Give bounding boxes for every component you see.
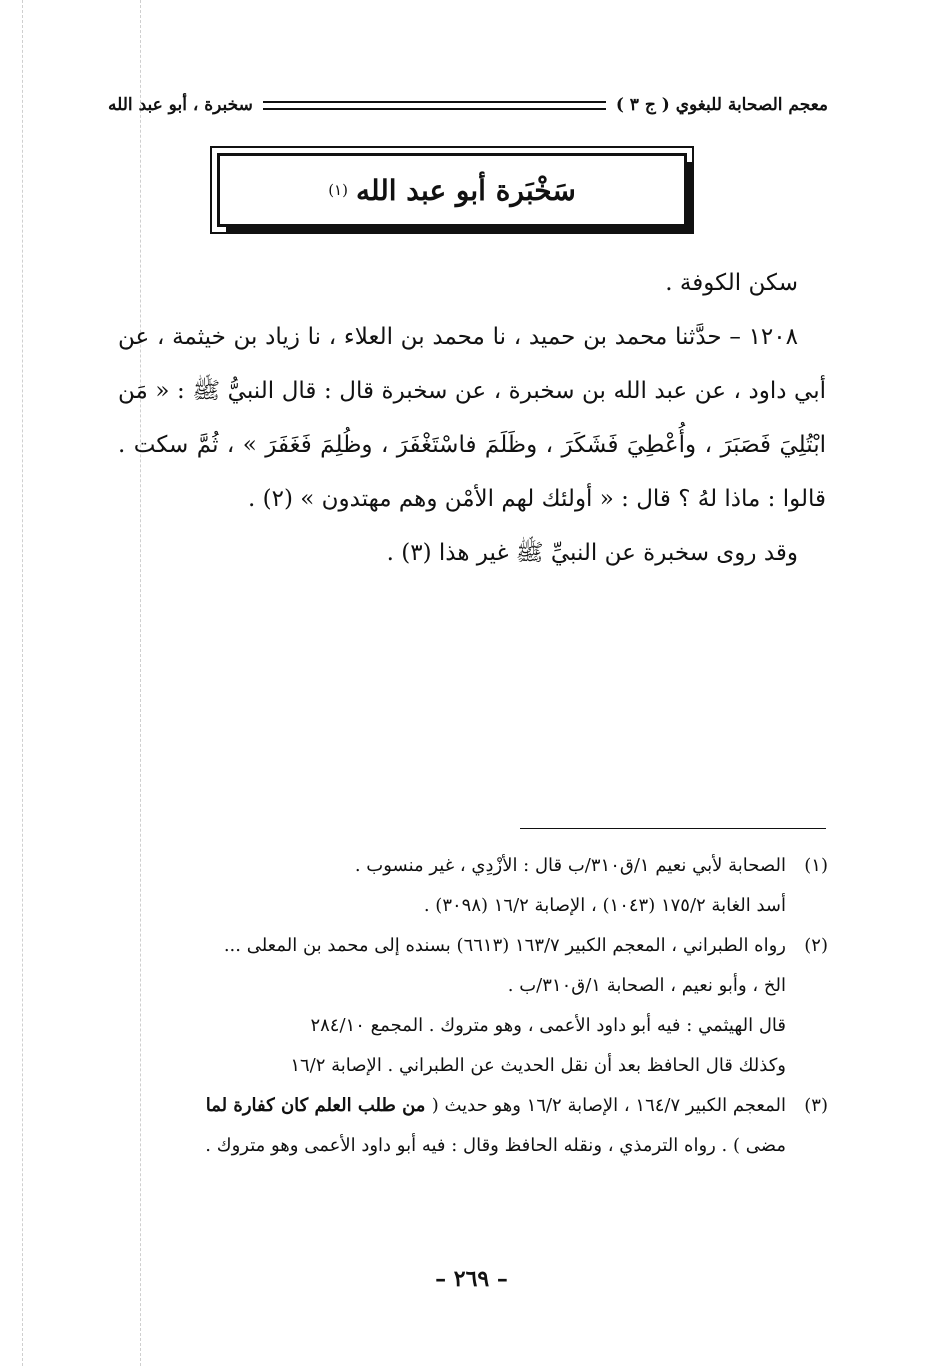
entry-closing: وقد روى سخبرة عن النبيِّ ﷺ غير هذا (٣) .: [386, 540, 798, 566]
footnote: [108, 1086, 828, 1166]
footnote-number: (١): [804, 855, 828, 876]
header-section-title: سخبرة ، أبو عبد الله: [108, 95, 253, 115]
page-number: – ٢٦٩ –: [435, 1266, 508, 1292]
footnote-line: الصحابة لأبي نعيم ١/ق٣١٠/ب قال : الأزْدِي ، غير منسوب .: [354, 855, 786, 876]
footnote-line: [108, 1086, 786, 1126]
header-rule: [263, 101, 606, 110]
footnote-line: رواه الطبراني ، المعجم الكبير ١٦٣/٧ (٦٦١٣) بسنده إلى محمد بن المعلى ...: [223, 935, 786, 956]
footnote-line: قال الهيثمي : فيه أبو داود الأعمى ، وهو متروك . المجمع ٢٨٤/١٠: [310, 1015, 786, 1036]
hadith-text: ١٢٠٨ – حدَّثنا محمد بن حميد ، نا محمد بن العلاء ، نا زياد بن خيثمة ، عن أبي داود ، عن عبد الله بن سخبرة ، عن سخبرة قال : قال النبيُّ ﷺ : « مَن ابْتُلِيَ فَصَبَرَ ، وأُعْطِيَ فَشَكَرَ ، وظَلَمَ فاسْتَغْفَرَ ، وظُلِمَ فَغَفَرَ » ، ثُمَّ سكت . قالوا : ماذا لهُ ؟ قال : « أولئك لهم الأمْن وهم مهتدون » (٢) .: [118, 324, 826, 512]
entry-body: [118, 256, 826, 580]
footnote-text: المعجم الكبير ١٦٤/٧ ، الإصابة ١٦/٢ وهو حديث (: [431, 1095, 786, 1116]
entry-intro: سكن الكوفة .: [665, 270, 798, 296]
footnote: [108, 926, 828, 1086]
header-book-title: معجم الصحابة للبغوي ( ج ٣ ): [615, 95, 828, 115]
scan-margin-line: [22, 0, 23, 1366]
footnote-number: (٣): [804, 1095, 828, 1116]
entry-title-box: [210, 146, 694, 234]
footnote-line: وكذلك قال الحافظ بعد أن نقل الحديث عن الطبراني . الإصابة ١٦/٢: [290, 1055, 786, 1076]
footnote-line: الخ ، وأبو نعيم ، الصحابة ١/ق٣١٠/ب .: [507, 975, 786, 996]
footnote-separator: [520, 828, 826, 829]
entry-title-frame: [217, 153, 687, 227]
footnote-line: مضى ) . رواه الترمذي ، ونقله الحافظ وقال : فيه أبو داود الأعمى وهو متروك .: [205, 1135, 786, 1156]
frame-shadow: [226, 227, 693, 233]
footnote: [108, 846, 828, 926]
entry-title: سَخْبَرة أبو عبد الله: [355, 173, 576, 207]
footnote-number: (٢): [804, 935, 828, 956]
footnote-line: أسد الغابة ١٧٥/٢ (١٠٤٣) ، الإصابة ١٦/٢ (٣٠٩٨) .: [423, 895, 786, 916]
frame-shadow: [687, 162, 693, 233]
running-header: [108, 92, 828, 118]
entry-title-footnote-ref: (١): [328, 181, 348, 199]
footnote-hadith-quote: من طلب العلم كان كفارة لما: [205, 1095, 432, 1116]
footnotes: [108, 846, 828, 1166]
